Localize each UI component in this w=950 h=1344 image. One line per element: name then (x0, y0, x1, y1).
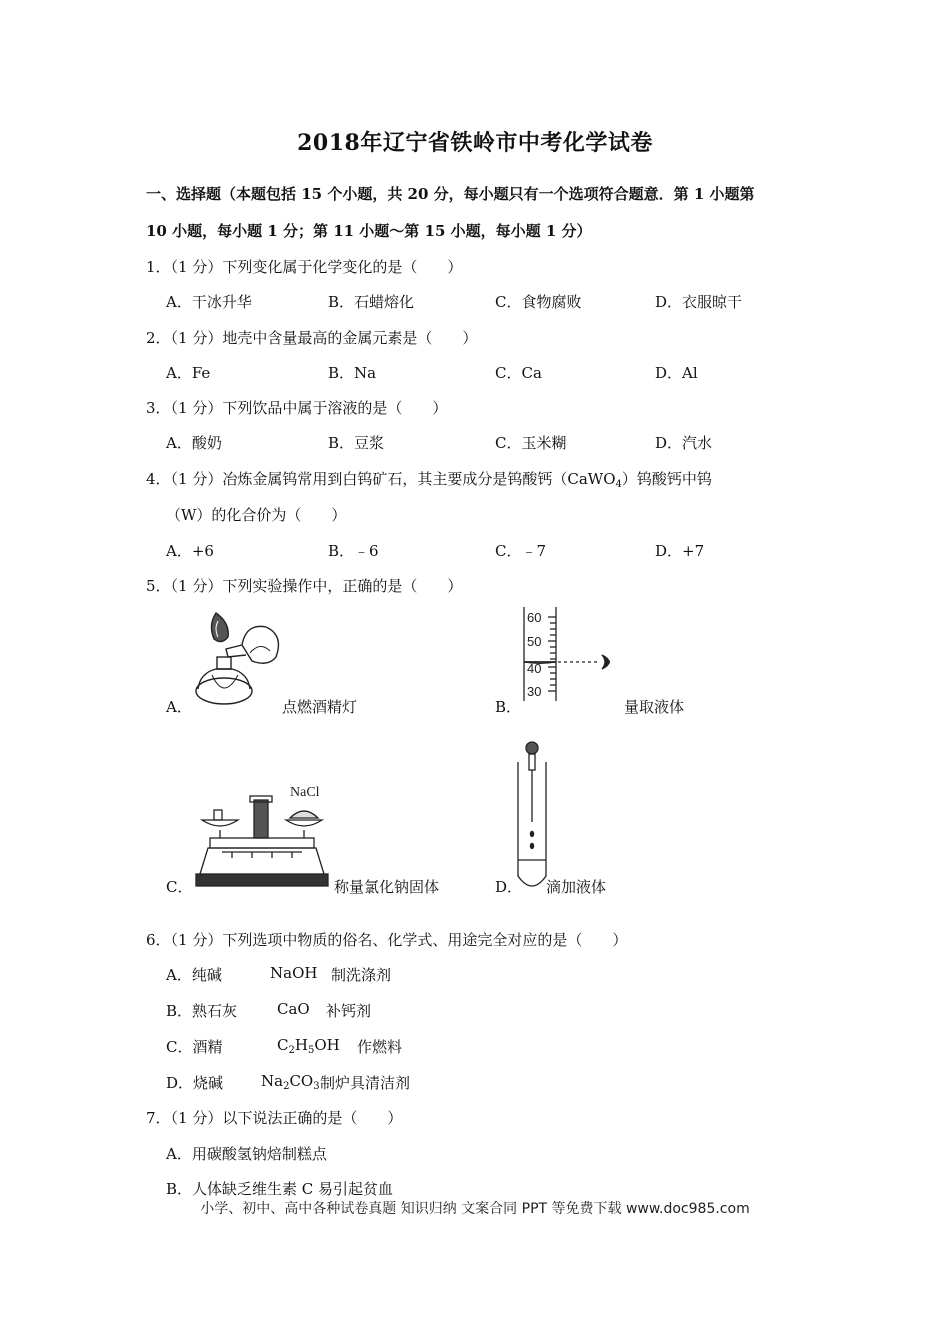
question-6-stem: 6．（1 分）下列选项中物质的俗名、化学式、用途完全对应的是（ ） (146, 931, 628, 949)
question-4-stem-part1: 4．（1 分）冶炼金属钨常用到白钨矿石，其主要成分是钨酸钙（CaWO (146, 470, 616, 488)
question-6-row-a-use: 制洗涤剂 (331, 966, 392, 984)
formula-subscript: 3 (313, 1081, 320, 1092)
question-5-option-a: A． (166, 698, 192, 716)
question-4-stem-part2: ）钨酸钙中钨 (621, 470, 712, 488)
question-6-row-c-name: C．酒精 (166, 1038, 223, 1056)
cylinder-tick-30: 30 (527, 684, 542, 699)
question-1-option-b: B．石蜡熔化 (328, 293, 415, 311)
question-6-row-b-use: 补钙剂 (326, 1002, 372, 1020)
alcohol-lamp-figure (190, 605, 286, 710)
question-6-row-b-formula: CaO (277, 1000, 310, 1018)
question-3-option-a: A．酸奶 (166, 434, 222, 452)
cylinder-tick-60: 60 (527, 610, 542, 625)
cylinder-tick-40: 40 (527, 661, 542, 676)
graduated-cylinder-figure (520, 605, 630, 705)
nacl-label: NaCl (290, 785, 320, 800)
question-6-row-d-use: 制炉具清洁剂 (320, 1074, 411, 1092)
question-4-stem (146, 468, 712, 490)
page-title: 2018年辽宁省铁岭市中考化学试卷 (297, 130, 653, 156)
question-7-stem: 7．（1 分）以下说法正确的是（ ） (146, 1109, 403, 1127)
question-6-row-d-formula (261, 1072, 320, 1092)
question-2-option-b: B．Na (328, 364, 377, 382)
question-4-option-b: B．﹣6 (328, 542, 379, 560)
question-2-stem: 2．（1 分）地壳中含量最高的金属元素是（ ） (146, 329, 478, 347)
question-7-option-b: B．人体缺乏维生素 C 易引起贫血 (166, 1180, 394, 1198)
section-heading-line2: 10 小题，每小题 1 分；第 11 小题～第 15 小题，每小题 1 分） (146, 222, 592, 240)
question-6-row-b-name: B．熟石灰 (166, 1002, 238, 1020)
question-6-row-a-formula: NaOH (270, 964, 318, 982)
question-7-option-a: A．用碳酸氢钠焙制糕点 (166, 1145, 327, 1163)
question-5-caption-c: 称量氯化钠固体 (334, 878, 440, 896)
question-4-option-c: C．﹣7 (495, 542, 547, 560)
cylinder-tick-50: 50 (527, 634, 542, 649)
question-5-option-b: B． (495, 698, 522, 716)
formula-subscript: 2 (283, 1081, 290, 1092)
question-3-option-b: B．豆浆 (328, 434, 385, 452)
question-4-option-d: D．+7 (655, 542, 705, 560)
question-5-caption-d: 滴加液体 (546, 878, 607, 896)
question-6-row-c-formula (277, 1036, 340, 1056)
formula-part: Na (261, 1072, 284, 1090)
question-1-option-c: C．食物腐败 (495, 293, 582, 311)
formula-part: OH (314, 1036, 340, 1054)
question-6-row-d-name: D．烧碱 (166, 1074, 224, 1092)
question-5-option-d: D． (495, 878, 523, 896)
question-2-option-a: A．Fe (166, 364, 211, 382)
formula-part: H (294, 1036, 308, 1054)
question-6-row-c-use: 作燃料 (357, 1038, 403, 1056)
question-2-option-d: D．Al (655, 364, 698, 382)
formula-part: CO (289, 1072, 314, 1090)
formula-subscript: 2 (288, 1045, 295, 1056)
download-footer: 小学、初中、高中各种试卷真题 知识归纳 文案合同 PPT 等免费下载 www.doc985.com (200, 1201, 750, 1217)
formula-part: C (277, 1036, 289, 1054)
question-2-option-c: C．Ca (495, 364, 542, 382)
question-5-stem: 5．（1 分）下列实验操作中，正确的是（ ） (146, 577, 463, 595)
question-3-option-c: C．玉米糊 (495, 434, 567, 452)
section-heading-line1: 一、选择题（本题包括 15 个小题，共 20 分，每小题只有一个选项符合题意．第 1 小题第 (146, 185, 755, 203)
question-3-stem: 3．（1 分）下列饮品中属于溶液的是（ ） (146, 399, 448, 417)
question-5-option-c: C． (166, 878, 193, 896)
dropper-test-tube-figure (514, 740, 548, 896)
question-1-option-d: D．衣服晾干 (655, 293, 743, 311)
question-5-caption-a: 点燃酒精灯 (282, 698, 358, 716)
question-3-option-d: D．汽水 (655, 434, 713, 452)
question-1-stem: 1．（1 分）下列变化属于化学变化的是（ ） (146, 258, 463, 276)
balance-figure (192, 778, 332, 890)
question-4-stem-line2: （W）的化合价为（ ） (166, 506, 347, 524)
question-6-row-a-name: A．纯碱 (166, 966, 222, 984)
question-5-caption-b: 量取液体 (624, 698, 685, 716)
question-4-stem-subscript: 4 (615, 479, 622, 490)
question-1-option-a: A．干冰升华 (166, 293, 252, 311)
formula-subscript: 5 (307, 1045, 315, 1056)
question-4-option-a: A．+6 (166, 542, 214, 560)
